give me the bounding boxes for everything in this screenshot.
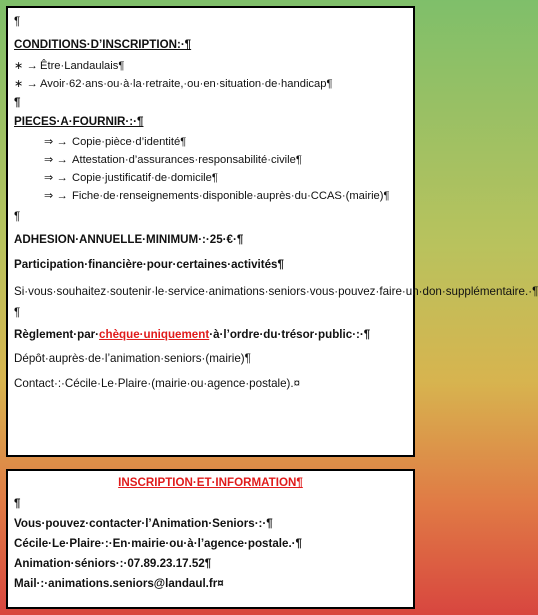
piece-item <box>14 153 413 167</box>
condition-text: Être·Landaulais¶ <box>40 60 125 72</box>
inscription-heading: INSCRIPTION·ET·INFORMATION¶ <box>118 476 303 489</box>
piece-item <box>14 171 413 185</box>
paragraph-mark: ¶ <box>14 96 21 109</box>
arrow-marker: ⇒ → <box>44 190 68 202</box>
arrow-marker: ⇒ → <box>44 136 68 148</box>
condition-item <box>14 59 413 73</box>
reglement-suffix: ·à·l’ordre·du·trésor·public·:·¶ <box>209 328 371 341</box>
contact-person-line: Cécile·Le·Plaire·:·En·mairie·ou·à·l’agence·postale.·¶ <box>14 537 302 550</box>
piece-text: Copie·justificatif·de·domicile¶ <box>72 172 218 184</box>
bullet-marker: ∗ → <box>14 60 38 72</box>
arrow-marker: ⇒ → <box>44 172 68 184</box>
adhesion-line: ADHESION·ANNUELLE·MINIMUM·:·25·€·¶ <box>14 233 244 246</box>
reglement-prefix: Règlement·par· <box>14 328 100 341</box>
piece-text: Copie·pièce·d’identité¶ <box>72 136 187 148</box>
inscription-panel <box>6 469 415 609</box>
condition-text: Avoir·62·ans·ou·à·la·retraite,·ou·en·situation·de·handicap¶ <box>40 78 333 90</box>
bullet-marker: ∗ → <box>14 78 38 90</box>
paragraph-mark: ¶ <box>14 15 21 28</box>
don-paragraph: Si·vous·souhaitez·soutenir·le·service·animations·seniors·vous·pouvez·faire·un·don·supplémentaire.·¶ <box>14 285 538 298</box>
condition-item <box>14 77 413 91</box>
piece-text: Fiche·de·renseignements·disponible·auprès·du·CCAS·(mairie)¶ <box>72 190 390 202</box>
piece-item <box>14 189 413 203</box>
conditions-panel <box>6 6 538 457</box>
participation-line: Participation·financière·pour·certaines·activités¶ <box>14 258 284 271</box>
contact-line: Contact·:·Cécile·Le·Plaire·(mairie·ou·agence·postale).¤ <box>14 377 301 390</box>
phone-line: Animation·séniors·:·07.89.23.17.52¶ <box>14 557 212 570</box>
email-line: Mail·:·animations.seniors@landaul.fr¤ <box>14 577 224 590</box>
conditions-heading: CONDITIONS·D’INSCRIPTION:·¶ <box>14 38 192 51</box>
reglement-line <box>14 327 413 342</box>
piece-text: Attestation·d’assurances·responsabilité·civile¶ <box>72 154 302 166</box>
pieces-heading: PIECES·A·FOURNIR·:·¶ <box>14 115 144 128</box>
paragraph-mark: ¶ <box>14 210 21 223</box>
paragraph-mark: ¶ <box>14 497 21 510</box>
contact-intro-line: Vous·pouvez·contacter·l’Animation·Seniors·:·¶ <box>14 517 273 530</box>
piece-item <box>14 135 413 149</box>
reglement-highlight: chèque·uniquement <box>99 328 210 341</box>
arrow-marker: ⇒ → <box>44 154 68 166</box>
depot-line: Dépôt·auprès·de·l’animation·seniors·(mairie)¶ <box>14 352 251 365</box>
paragraph-mark: ¶ <box>14 306 21 319</box>
